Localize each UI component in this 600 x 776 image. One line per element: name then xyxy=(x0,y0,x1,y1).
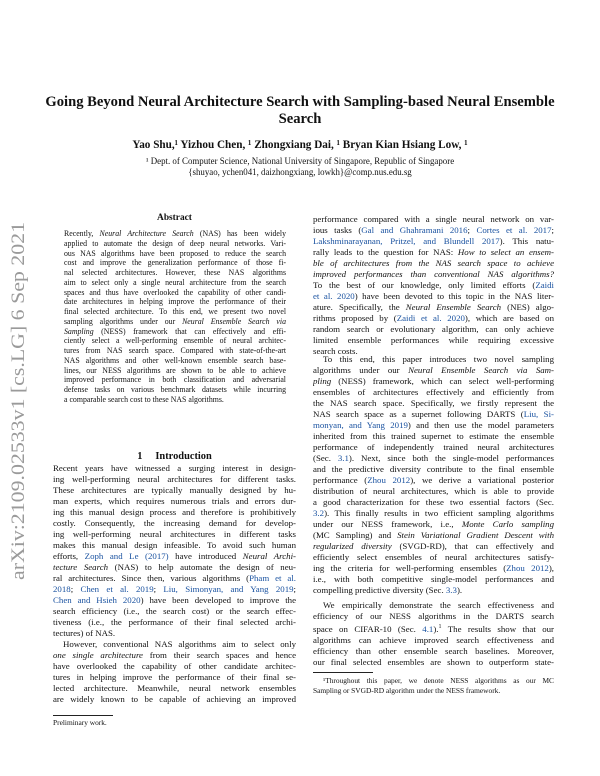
footnote-ness xyxy=(313,676,554,695)
citation-link[interactable]: et al. 2020 xyxy=(313,291,355,301)
text-line: Chen and Hsieh 2020) have been developed to improve the xyxy=(53,595,296,605)
introduction-body-right-top xyxy=(313,214,554,357)
abstract-line: spaces and thus have overlooked the capability of other candi- xyxy=(64,287,286,297)
text-line: tecture Search (NAS) to help automate the design of neu- xyxy=(53,562,296,572)
text-line: performance compared with a single neural network on var- xyxy=(313,214,554,224)
text-line: the NAS search space. Specifically, we firstly represent the xyxy=(313,398,554,408)
abstract-line: aim to select only a single neural architecture from the search xyxy=(64,277,286,287)
text-line: tiveness (i.e., the performance of their final selected archi- xyxy=(53,617,296,627)
abstract-line: tures from NAS search space. Compared with state-of-the-art xyxy=(64,346,286,355)
title-line: Search xyxy=(278,111,322,127)
text-line: ral architectures. Since then, various algorithms (Pham et al. xyxy=(53,573,296,583)
abstract-line: improved performance in both classification and adversarial xyxy=(64,375,286,385)
footnote-line: ¹Throughout this paper, we denote NESS algorithms as our MC xyxy=(323,676,554,685)
abstract-line: defense tasks on various benchmark datasets while incurring xyxy=(64,385,286,394)
citation-link[interactable]: Chen et al. 2019 xyxy=(80,584,154,594)
section-link[interactable]: 3.3 xyxy=(445,585,457,595)
citation-link[interactable]: Chen and Hsieh 2020 xyxy=(53,595,141,605)
text-line: compelling predictive diversity (Sec. 3.3). xyxy=(313,585,463,595)
text-line: random search or evolutionary algorithm, can only achieve xyxy=(313,324,554,334)
section-link[interactable]: 4.1 xyxy=(422,623,434,634)
text-line: (MC Sampling) and Stein Variational Gradient Descent with xyxy=(313,530,554,540)
abstract-heading: Abstract xyxy=(157,213,192,223)
text-line: To this end, this paper introduces two novel sampling xyxy=(323,354,554,364)
text-line: regularized diversity (SVGD-RD), that can effectively and xyxy=(313,541,554,551)
text-line: distribution of neural architectures, which is able to provide xyxy=(313,486,554,496)
citation-link[interactable]: Zoph and Le (2017) xyxy=(84,551,169,561)
introduction-body-right-mid xyxy=(313,354,554,596)
introduction-body-right-low xyxy=(313,600,554,668)
text-line: costly. Consequently, the increasing demand for develop- xyxy=(53,518,296,528)
text-line: under our NESS framework, i.e., Monte Carlo sampling xyxy=(313,519,554,529)
text-line: ing the criteria for well-performing ensembles (Zhou 2012), xyxy=(313,563,554,573)
section-link[interactable]: 3.2 xyxy=(313,508,325,518)
text-line: ature. Specifically, the Neural Ensemble Search (NES) algo- xyxy=(313,302,554,312)
text-line: ing well-performing neural architectures in different tasks xyxy=(53,529,296,539)
text-line: one single architecture from their search spaces and hence xyxy=(53,650,296,660)
citation-link[interactable]: monyan, and Yang 2019 xyxy=(313,420,408,430)
text-line: improved performances than conventional NAS algorithms? xyxy=(313,269,554,279)
affiliation-block xyxy=(40,156,560,179)
citation-link[interactable]: Cortes et al. 2017 xyxy=(476,225,552,235)
text-line: efficiency of our NESS algorithms in the DARTS search xyxy=(313,611,554,621)
text-line: efficiently select ensembles of neural architectures satisfy- xyxy=(313,552,554,562)
text-line: lected architecture. Meanwhile, neural network ensembles xyxy=(53,683,296,693)
citation-link[interactable]: 2018 xyxy=(53,584,71,594)
section-link[interactable]: 3.1 xyxy=(337,453,349,463)
citation-link[interactable]: Lakshminarayanan, Pritzel, and Blundell 2017 xyxy=(313,236,500,246)
text-line: performance (Zhou 2012), we derive a variational posterior xyxy=(313,475,554,485)
text-line: ing well-performing neural architectures for different tasks. xyxy=(53,474,296,484)
text-line: algorithms under our Neural Ensemble Search via Sam- xyxy=(313,365,554,375)
text-line: efficiency than other ensemble search baselines. Moreover, xyxy=(313,645,554,656)
footnote-rule-left xyxy=(53,715,113,716)
introduction-body-left xyxy=(53,463,296,705)
text-line: Recent years have witnessed a surging interest in design- xyxy=(53,463,296,473)
text-line: ing this manual design process and therefore is prohibitively xyxy=(53,507,296,517)
text-line: and the predictive diversity contribute to the final ensemble xyxy=(313,464,554,474)
footnote-preliminary: Preliminary work. xyxy=(53,718,107,727)
emails: {shuyao, ychen041, daizhongxiang, lowkh}@comp.nus.edu.sg xyxy=(188,167,412,178)
citation-link[interactable]: Liu, Si- xyxy=(523,409,554,419)
title-line: Going Beyond Neural Architecture Search with Sampling-based Neural Ensemble xyxy=(45,94,555,110)
abstract-line: applied to automate the design of deep neural networks. Vari- xyxy=(64,238,286,248)
text-line: ensembles of architectures effectively and efficiently from xyxy=(313,387,554,397)
text-line: tectures) of NAS. xyxy=(53,628,116,638)
arxiv-id: arXiv:2109.02533v1 [cs.LG] 6 Sep 2021 xyxy=(9,276,29,580)
text-line: 3.2). This finally results in two efficient sampling algorithms xyxy=(313,508,554,518)
text-line: 2018; Chen et al. 2019; Liu, Simonyan, and Yang 2019; xyxy=(53,584,296,594)
citation-link[interactable]: Liu, Simonyan, and Yang 2019 xyxy=(163,584,294,594)
abstract-line: Sampling (NESS) framework that can effectively and effi- xyxy=(64,326,286,336)
abstract-line: ciently select a well-performing ensemble of neural architec- xyxy=(64,336,286,346)
text-line: have overlooked the capability of other candidate architec- xyxy=(53,661,296,671)
abstract-line: lines, our NESS algorithms are shown to be able to achieve xyxy=(64,365,286,375)
abstract-line: nal selected architectures. However, these NAS algorithms xyxy=(64,268,286,277)
text-line: man experts, which requires numerous trials and errors dur- xyxy=(53,496,296,506)
text-line: makes this manual design infeasible. To avoid such human xyxy=(53,540,296,550)
citation-link[interactable]: Gal and Ghahramani 2016 xyxy=(361,225,468,235)
text-line: i.e., with both competitive single-model performances and xyxy=(313,574,554,584)
text-line: ble of architectures from the NAS search space to achieve xyxy=(313,258,554,268)
text-line: rally leads to the question for NAS: How to select an ensem- xyxy=(313,247,554,257)
text-line: a good characterization for these two essential factors (Sec. xyxy=(313,497,554,507)
abstract-line: sampling algorithms under our Neural Ensemble Search via xyxy=(64,316,286,326)
text-line: search efficiency (i.e., the search cost) or the search effec- xyxy=(53,606,296,616)
text-line: et al. 2020) have been devoted to this topic in the NAS liter- xyxy=(313,291,554,301)
abstract-line: final selected architecture. To this end, we present two novel xyxy=(64,307,286,316)
text-line: NAS search space as a supernet following DARTS (Liu, Si- xyxy=(313,409,554,419)
abstract-line: cost and improve the generalization performance of those fi- xyxy=(64,258,286,268)
text-line: ious tasks (Gal and Ghahramani 2016; Cortes et al. 2017; xyxy=(313,225,554,235)
abstract-line: Recently, Neural Architecture Search (NAS) has been widely xyxy=(64,229,286,238)
footnote-line: Sampling or SVGD-RD algorithm under the NESS framework. xyxy=(313,685,501,695)
text-line: We empirically demonstrate the search effectiveness and xyxy=(323,600,554,610)
text-line: are widely known to be capable of achieving an improved xyxy=(53,694,296,704)
footnote-rule-right xyxy=(313,672,373,673)
text-line: However, conventional NAS algorithms aim to select only xyxy=(63,639,296,649)
abstract-line: ous NAS algorithms have been proposed to reduce the search xyxy=(64,248,286,258)
abstract-line: NAS algorithms and other well-known ensemble search base- xyxy=(64,355,286,365)
text-line: limited ensemble performances while requiring excessive xyxy=(313,335,554,345)
text-line: inherited from this trained supernet to estimate the ensemble xyxy=(313,431,554,441)
citation-link[interactable]: Pham et al. xyxy=(249,573,296,583)
arxiv-stamp xyxy=(2,214,32,584)
affiliation: ¹ Dept. of Computer Science, National University of Singapore, Republic of Singapore xyxy=(145,156,455,166)
text-line: To the best of our knowledge, only limited efforts (Zaidi xyxy=(313,280,554,290)
text-line: (Sec. 3.1). Next, since both the single-model performances xyxy=(313,453,554,463)
paper-title xyxy=(40,94,560,128)
text-line: efforts, Zoph and Le (2017) have introduced Neural Archi- xyxy=(53,551,296,561)
text-line: algorithms can achieve improved search effectiveness and xyxy=(313,634,554,645)
text-line: These architectures are typically manually designed by hu- xyxy=(53,485,296,495)
text-line: space on CIFAR-10 (Sec. 4.1).$^1$ The results show that our xyxy=(313,623,554,634)
section-heading-introduction: 1 Introduction xyxy=(137,451,212,462)
text-line: tures in helping improve the performance of their final se- xyxy=(53,672,296,682)
text-line: Lakshminarayanan, Pritzel, and Blundell 2017). This natu- xyxy=(313,236,554,246)
text-line: monyan, and Yang 2019) and then use the model parameters xyxy=(313,420,554,430)
text-line: search costs. xyxy=(313,346,358,356)
text-line: performance of independently trained neural architectures xyxy=(313,442,554,452)
text-line: our final selected ensembles are shown to outperform state- xyxy=(313,656,554,667)
citation-link[interactable]: Zhou 2012 xyxy=(367,475,411,485)
citation-link[interactable]: Zaidi et al. 2020 xyxy=(396,313,465,323)
citation-link[interactable]: Zhou 2012 xyxy=(506,563,549,573)
abstract-line: date architectures in helping improve the performance of their xyxy=(64,297,286,307)
authors: Yao Shu,¹ Yizhou Chen, ¹ Zhongxiang Dai, ¹ Bryan Kian Hsiang Low, ¹ xyxy=(132,139,468,151)
abstract-body xyxy=(64,229,286,405)
citation-link[interactable]: Zaidi xyxy=(535,280,554,290)
text-line: rithms proposed by (Zaidi et al. 2020), which are based on xyxy=(313,313,554,323)
abstract-line: a comparable search cost to these NAS algorithms. xyxy=(64,394,224,404)
text-line: pling (NESS) framework, which can select well-performing xyxy=(313,376,554,386)
